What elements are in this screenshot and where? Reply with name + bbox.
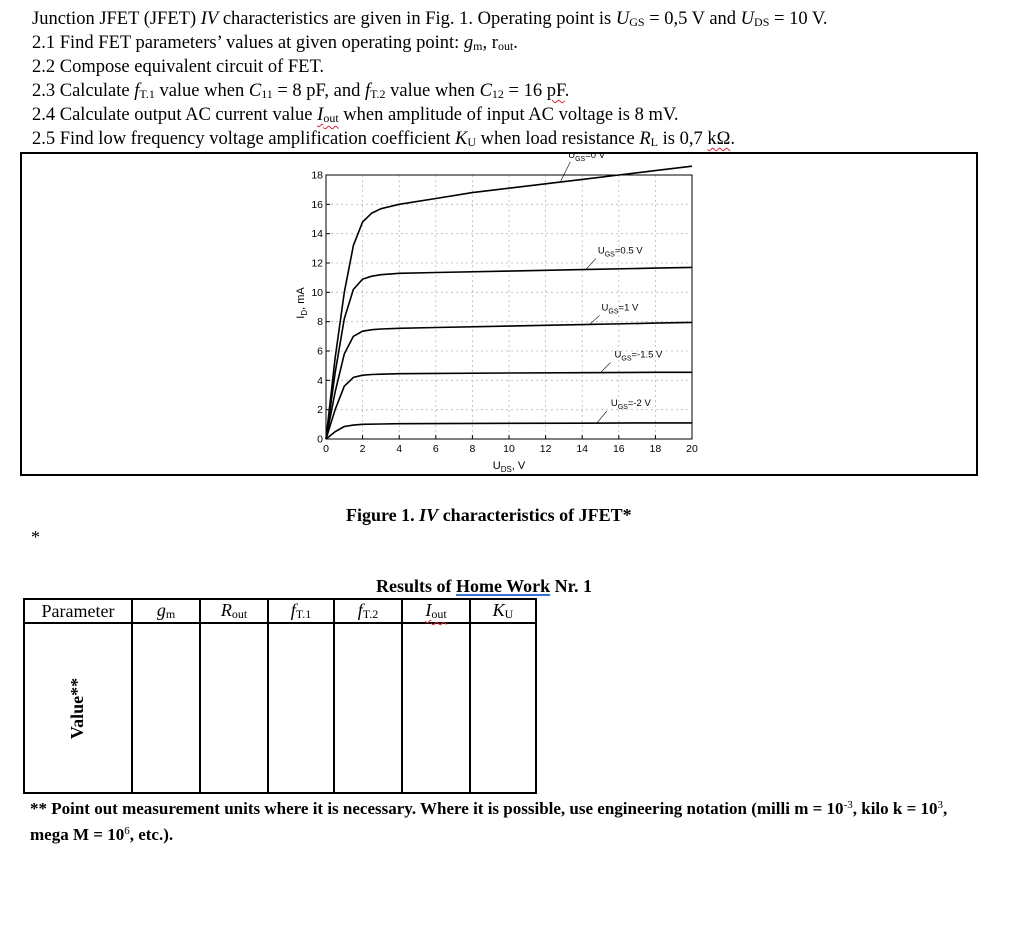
table-value-row [24,623,536,793]
y-tick-label: 0 [317,433,323,446]
x-tick-label: 14 [576,443,589,455]
value-cell-ft1[interactable] [268,623,334,793]
col-rout: Rout [200,599,268,623]
x-tick-label: 4 [396,443,403,455]
results-title: Results of Home Work Nr. 1 [376,576,593,596]
y-tick-label: 2 [317,404,323,417]
y-tick-label: 12 [311,257,323,270]
col-ku: KU [470,599,536,623]
value-cell-ft2[interactable] [334,623,402,793]
series-label-pointer [597,411,607,423]
col-iout: Iout [402,599,470,623]
footnote: ** Point out measurement units where it is necessary. Where it is possible, use engineering notation (milli $m = 10^{-3}$, kilo $k = 10^3$, mega $M = 10^6$, etc.). [30,799,948,844]
x-tick-label: 10 [503,443,515,455]
x-tick-label: 16 [612,443,625,455]
x-tick-label: 12 [539,443,552,455]
y-tick-label: 14 [311,228,323,241]
series-label-pointer [560,162,570,182]
task-line-4: 2.3 Calculate fT.1 value when C11 = 8 pF, and fT.2 value when C12 = 16 pF. [32,81,570,101]
task-line-5: 2.4 Calculate output AC current value Iout when amplitude of input AC voltage is 8 mV. [32,105,679,125]
x-tick-label: 0 [323,443,329,455]
y-tick-label: 8 [317,316,323,329]
value-cell-rout[interactable] [200,623,268,793]
x-tick-label: 2 [359,443,366,455]
value-label-cell: Value** [24,623,132,793]
col-gm: gm [132,599,200,623]
series-label-pointer [586,259,596,270]
x-tick-label: 18 [649,443,662,455]
x-tick-label: 6 [432,443,439,455]
series-label: $U_{GS}=-1.5$ V [614,349,663,363]
x-tick-label: 20 [686,443,698,455]
y-tick-label: 6 [317,345,323,358]
y-tick-label: 10 [311,286,323,299]
series-label: $U_{GS}=1$ V [601,302,639,316]
task-line-2: 2.1 Find FET parameters’ values at given operating point: gm, rout. [32,33,518,53]
value-cell-ku[interactable] [470,623,536,793]
task-line-1: Junction JFET (JFET) IV characteristics are given in Fig. 1. Operating point is UGS = 0,5 V and UDS = 10 V. [32,9,828,29]
y-axis-label: $I_D$, mA [295,287,309,319]
footnote-star: * [31,527,40,547]
series-label: $U_{GS}=0.5$ V [597,245,643,259]
figure-caption: Figure 1. IV characteristics of JFET* [346,505,632,525]
iv-chart [20,152,978,476]
task-line-6: 2.5 Find low frequency voltage amplification coefficient KU when load resistance RL is 0,7 kΩ. [32,129,735,149]
series-label-pointer [590,315,600,324]
y-tick-label: 16 [311,198,323,211]
series-label: $U_{GS}=0$ V [568,152,606,164]
value-cell-iout[interactable] [402,623,470,793]
task-line-3: 2.2 Compose equivalent circuit of FET. [32,57,324,77]
x-axis-label: $U_{DS}$, V [492,460,526,474]
col-ft2: fT.2 [334,599,402,623]
x-tick-label: 8 [469,443,476,455]
value-cell-gm[interactable] [132,623,200,793]
results-table [23,598,537,794]
y-tick-label: 18 [311,169,323,182]
param-label-cell: Parameter [24,599,132,623]
series-label-pointer [601,363,611,373]
series-label: $U_{GS}=-2$ V [610,398,651,412]
table-header-row [24,599,536,623]
col-ft1: fT.1 [268,599,334,623]
y-tick-label: 4 [317,374,323,387]
